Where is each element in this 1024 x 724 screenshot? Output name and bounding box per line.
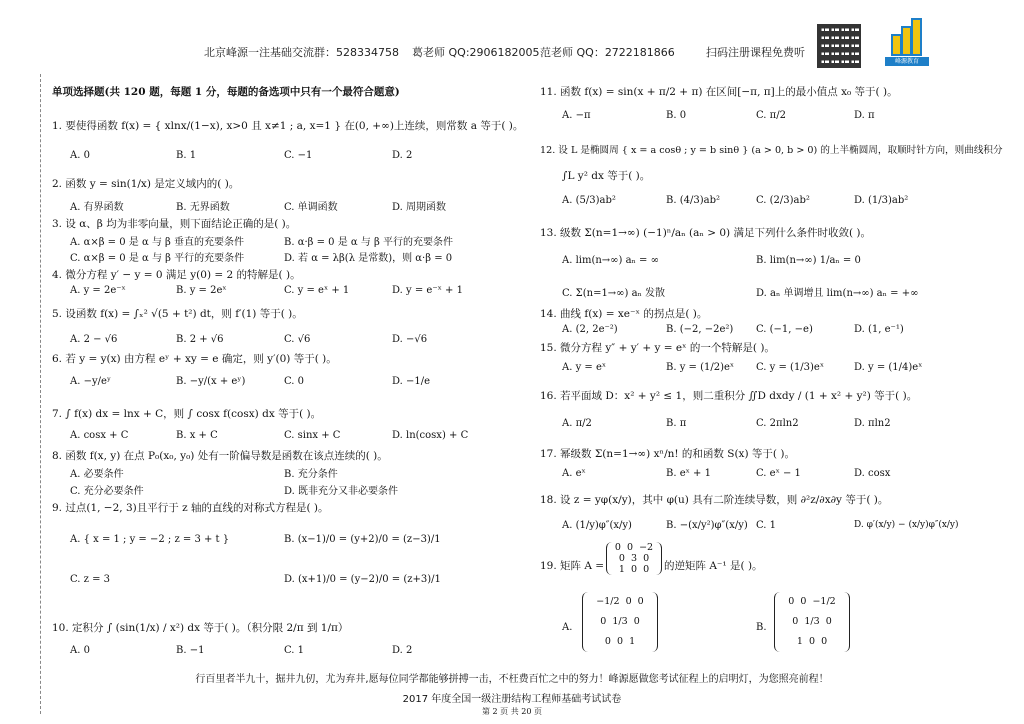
option[interactable]: A. 0: [70, 150, 90, 161]
option[interactable]: B. (−2, −2e²): [666, 324, 734, 335]
option[interactable]: D. −1/e: [392, 376, 431, 387]
option[interactable]: C. (−1, −e): [756, 324, 813, 335]
option[interactable]: B. y = (1/2)eˣ: [666, 362, 735, 373]
option[interactable]: C. (2/3)ab²: [756, 195, 810, 206]
option[interactable]: A. y = 2e⁻ˣ: [70, 285, 126, 296]
option[interactable]: A. lim(n→∞) aₙ = ∞: [562, 255, 659, 266]
option[interactable]: D. (1/3)ab²: [854, 195, 909, 206]
option[interactable]: B. lim(n→∞) 1/aₙ = 0: [756, 255, 861, 266]
option[interactable]: B. x + C: [176, 430, 218, 441]
option[interactable]: C. Σ(n=1→∞) aₙ 发散: [562, 288, 666, 299]
matrix-a: 0 0 −2 0 3 0 1 0 0: [606, 542, 662, 575]
option[interactable]: D. 2: [392, 150, 413, 161]
question-1: 1. 要使得函数 f(x) = { xlnx/(1−x), x>0 且 x≠1 ; a, x=1 } 在(0, +∞)上连续，则常数 a 等于( )。: [52, 120, 524, 132]
binding-margin-line: [40, 74, 42, 714]
option[interactable]: D. −√6: [392, 334, 428, 345]
option[interactable]: C. 单调函数: [284, 202, 338, 213]
question-19-cont: 的逆矩阵 A⁻¹ 是( )。: [664, 560, 763, 572]
option[interactable]: D. (x+1)/0 = (y−2)/0 = (z+3)/1: [284, 574, 441, 585]
question-3: 3. 设 α、β 均为非零向量，则下面结论正确的是( )。: [52, 218, 297, 230]
option[interactable]: A. { x = 1 ; y = −2 ; z = 3 + t }: [70, 534, 230, 545]
option[interactable]: D. ln(cosx) + C: [392, 430, 469, 441]
option[interactable]: A. cosx + C: [70, 430, 129, 441]
option[interactable]: A. (5/3)ab²: [562, 195, 616, 206]
option[interactable]: C. 充分必要条件: [70, 486, 144, 497]
option[interactable]: A. 必要条件: [70, 469, 124, 480]
option[interactable]: D. 2: [392, 645, 413, 656]
logo-caption: 峰源教育: [885, 57, 929, 66]
option[interactable]: C. √6: [284, 334, 311, 345]
option[interactable]: A. 有界函数: [70, 202, 124, 213]
question-12: 12. 设 L 是椭圆周 { x = a cosθ ; y = b sinθ } (a > 0, b > 0) 的上半椭圆周，取顺时针方向，则曲线积分: [540, 145, 1003, 156]
option[interactable]: C. eˣ − 1: [756, 468, 801, 479]
option[interactable]: B. eˣ + 1: [666, 468, 711, 479]
option[interactable]: A. y = eˣ: [562, 362, 607, 373]
option[interactable]: B. (4/3)ab²: [666, 195, 720, 206]
option[interactable]: B. (x−1)/0 = (y+2)/0 = (z−3)/1: [284, 534, 441, 545]
option[interactable]: B. α·β = 0 是 α 与 β 平行的充要条件: [284, 237, 453, 248]
left-column: [52, 72, 524, 664]
qr-code-icon[interactable]: [817, 24, 861, 68]
option[interactable]: A. α×β = 0 是 α 与 β 垂直的充要条件: [70, 237, 245, 248]
teacher-ge-contact: 葛老师 QQ:2906182005: [412, 46, 540, 59]
option[interactable]: B. −y/(x + eʸ): [176, 376, 246, 387]
option[interactable]: D. φ′(x/y) − (x/y)φ″(x/y): [854, 520, 959, 530]
group-info: 北京峰源一注基础交流群：528334758: [204, 46, 399, 59]
question-12-cont: ∫L y² dx 等于( )。: [562, 170, 651, 182]
option[interactable]: D. (1, e⁻¹): [854, 324, 904, 335]
question-5: 5. 设函数 f(x) = ∫ₓ² √(5 + t²) dt，则 f′(1) 等于( )。: [52, 308, 303, 320]
page-header: [0, 44, 1024, 66]
section-title: 单项选择题(共 120 题，每题 1 分，每题的备选项中只有一个最符合题意): [52, 86, 400, 98]
question-17: 17. 幂级数 Σ(n=1→∞) xⁿ/n! 的和函数 S(x) 等于( )。: [540, 448, 795, 460]
option[interactable]: C. −1: [284, 150, 313, 161]
option[interactable]: C. y = (1/3)eˣ: [756, 362, 825, 373]
option[interactable]: B. y = 2eˣ: [176, 285, 227, 296]
question-2: 2. 函数 y = sin(1/x) 是定义域内的( )。: [52, 178, 240, 190]
option[interactable]: A. 0: [70, 645, 90, 656]
option[interactable]: D. y = (1/4)eˣ: [854, 362, 923, 373]
question-4: 4. 微分方程 y′ − y = 0 满足 y(0) = 2 的特解是( )。: [52, 269, 301, 281]
option[interactable]: D. y = e⁻ˣ + 1: [392, 285, 463, 296]
option[interactable]: B. 1: [176, 150, 197, 161]
option[interactable]: A. 2 − √6: [70, 334, 118, 345]
option-a-matrix[interactable]: −1/2 0 0 0 1/3 0 0 0 1: [582, 592, 658, 652]
option[interactable]: A. eˣ: [562, 468, 586, 479]
option[interactable]: D. 既非充分又非必要条件: [284, 486, 399, 497]
question-7: 7. ∫ f(x) dx = lnx + C，则 ∫ cosx f(cosx) dx 等于( )。: [52, 408, 322, 420]
option[interactable]: C. 2πln2: [756, 418, 799, 429]
option[interactable]: B. 无界函数: [176, 202, 230, 213]
question-10: 10. 定积分 ∫ (sin(1/x) / x²) dx 等于( )。（积分限 2/π 到 1/π）: [52, 622, 349, 634]
question-18: 18. 设 z = yφ(x/y)，其中 φ(u) 具有二阶连续导数，则 ∂²z/∂x∂y 等于( )。: [540, 494, 889, 506]
scan-prompt: 扫码注册课程免费听: [706, 46, 805, 59]
option[interactable]: D. π: [854, 110, 875, 121]
option[interactable]: C. z = 3: [70, 574, 111, 585]
teacher-fan-contact: 范老师 QQ：2722181866: [540, 46, 675, 59]
option[interactable]: C. sinx + C: [284, 430, 341, 441]
question-15: 15. 微分方程 y″ + y′ + y = eˣ 的一个特解是( )。: [540, 342, 775, 354]
question-16: 16. 若平面域 D：x² + y² ≤ 1，则二重积分 ∬D dxdy / (1 + x² + y²) 等于( )。: [540, 390, 918, 402]
option[interactable]: A. (2, 2e⁻²): [562, 324, 618, 335]
option[interactable]: C. 1: [756, 520, 777, 531]
question-19: 19. 矩阵 A =: [540, 560, 605, 572]
option[interactable]: A.: [562, 622, 573, 633]
question-9: 9. 过点(1, −2, 3)且平行于 z 轴的直线的对称式方程是( )。: [52, 502, 329, 514]
option[interactable]: C. 0: [284, 376, 305, 387]
option[interactable]: C. 1: [284, 645, 305, 656]
option[interactable]: D. 若 α = λβ(λ 是常数)，则 α·β = 0: [284, 253, 453, 264]
option[interactable]: B. 2 + √6: [176, 334, 224, 345]
exam-title: 2017 年度全国一级注册结构工程师基础考试试卷: [402, 694, 622, 705]
right-column: [540, 72, 1010, 664]
option[interactable]: D. πln2: [854, 418, 891, 429]
option[interactable]: D. aₙ 单调增且 lim(n→∞) aₙ = +∞: [756, 288, 919, 299]
option[interactable]: C. π/2: [756, 110, 786, 121]
option[interactable]: D. cosx: [854, 468, 891, 479]
question-14: 14. 曲线 f(x) = xe⁻ˣ 的拐点是( )。: [540, 308, 708, 320]
option-b-matrix[interactable]: 0 0 −1/2 0 1/3 0 1 0 0: [774, 592, 850, 652]
question-11: 11. 函数 f(x) = sin(x + π/2 + π) 在区间[−π, π]上的最小值点 x₀ 等于( )。: [540, 86, 898, 98]
option[interactable]: B. π: [666, 418, 687, 429]
option[interactable]: A. −π: [562, 110, 591, 121]
option[interactable]: B. −1: [176, 645, 205, 656]
footer-motto: 行百里者半九十，掘井九仞，尤为弃井,愿每位同学都能够拼搏一击，不枉费百忙之中的努力！峰源愿做您考试征程上的启明灯，为您照亮前程！: [195, 674, 829, 685]
option[interactable]: B.: [756, 622, 767, 633]
option[interactable]: C. α×β = 0 是 α 与 β 平行的充要条件: [70, 253, 245, 264]
option[interactable]: B. 0: [666, 110, 687, 121]
question-6: 6. 若 y = y(x) 由方程 eʸ + xy = e 确定，则 y′(0) 等于( )。: [52, 353, 337, 365]
question-8: 8. 函数 f(x, y) 在点 P₀(x₀, y₀) 处有一阶偏导数是函数在该点连续的( )。: [52, 450, 388, 462]
option[interactable]: C. y = eˣ + 1: [284, 285, 350, 296]
option[interactable]: B. 充分条件: [284, 469, 338, 480]
option[interactable]: B. −(x/y²)φ″(x/y): [666, 520, 748, 531]
option[interactable]: A. (1/y)φ″(x/y): [562, 520, 632, 531]
page-number: 第 2 页 共 20 页: [482, 707, 542, 716]
question-13: 13. 级数 Σ(n=1→∞) (−1)ⁿ/aₙ (aₙ > 0) 满足下列什么条件时收敛( )。: [540, 227, 872, 239]
option[interactable]: D. 周期函数: [392, 202, 447, 213]
option[interactable]: A. −y/eʸ: [70, 376, 112, 387]
brand-logo: [885, 18, 929, 66]
option[interactable]: A. π/2: [562, 418, 592, 429]
